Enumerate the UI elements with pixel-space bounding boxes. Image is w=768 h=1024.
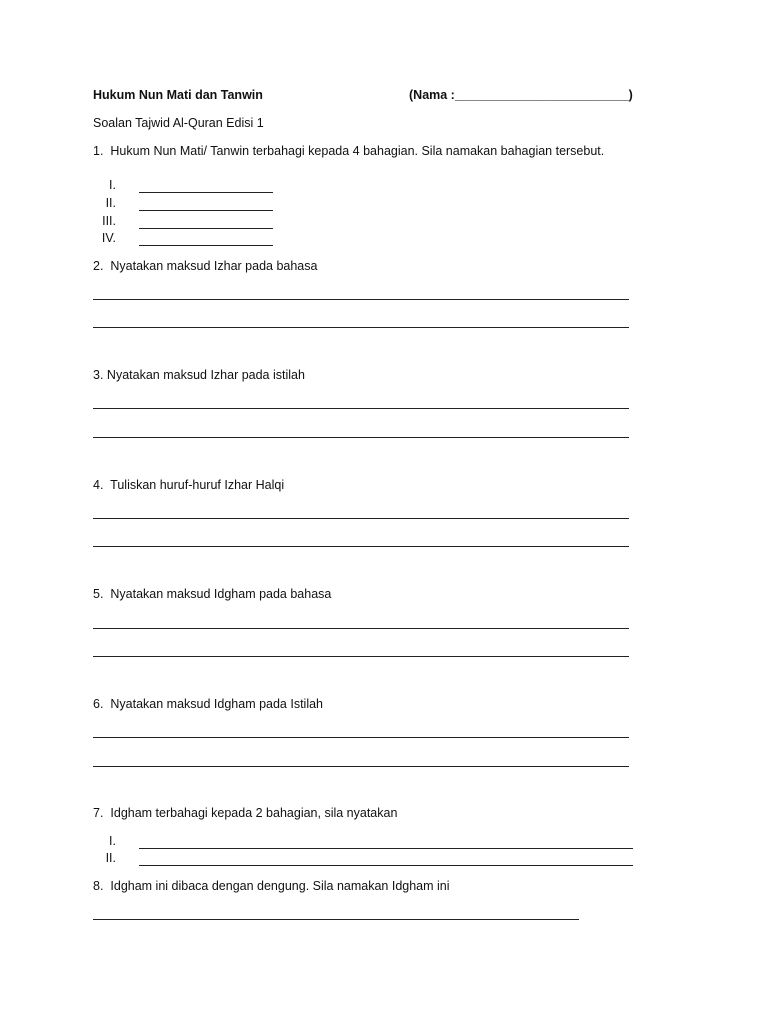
roman-numeral: III. [102, 214, 116, 228]
question-text: Nyatakan maksud Izhar pada bahasa [110, 259, 318, 273]
question-7 [93, 806, 397, 820]
question-number: 1. [93, 144, 104, 158]
answer-line[interactable] [93, 919, 579, 920]
answer-line[interactable] [93, 299, 629, 300]
question-text: Nyatakan maksud Izhar pada istilah [106, 368, 305, 382]
answer-line[interactable] [93, 628, 629, 629]
answer-blank[interactable] [139, 245, 273, 246]
question-5 [93, 587, 331, 601]
question-4 [93, 478, 284, 492]
question-text: Idgham terbahagi kepada 2 bahagian, sila nyatakan [110, 806, 398, 820]
question-2 [93, 259, 317, 273]
question-text: Nyatakan maksud Idgham pada bahasa [110, 587, 332, 601]
worksheet-subtitle: Soalan Tajwid Al-Quran Edisi 1 [93, 116, 264, 130]
answer-line[interactable] [139, 848, 633, 849]
question-number: 5. [93, 587, 104, 601]
question-8 [93, 879, 450, 893]
roman-numeral: I. [109, 834, 116, 848]
answer-blank[interactable] [139, 192, 273, 193]
question-number: 4. [93, 478, 104, 492]
answer-line[interactable] [93, 518, 629, 519]
question-text: Tuliskan huruf-huruf Izhar Halqi [110, 478, 285, 492]
answer-line[interactable] [139, 865, 633, 866]
question-3 [93, 368, 305, 382]
question-text: Nyatakan maksud Idgham pada Istilah [110, 697, 324, 711]
question-1 [93, 144, 604, 158]
question-text: Hukum Nun Mati/ Tanwin terbahagi kepada 4 bahagian. Sila namakan bahagian tersebut. [110, 144, 605, 158]
answer-line[interactable] [93, 327, 629, 328]
answer-line[interactable] [93, 766, 629, 767]
answer-blank[interactable] [139, 210, 273, 211]
answer-line[interactable] [93, 408, 629, 409]
answer-line[interactable] [93, 437, 629, 438]
question-text: Idgham ini dibaca dengan dengung. Sila namakan Idgham ini [110, 879, 450, 893]
question-number: 2. [93, 259, 104, 273]
answer-line[interactable] [93, 737, 629, 738]
question-number: 8. [93, 879, 104, 893]
answer-line[interactable] [93, 656, 629, 657]
answer-line[interactable] [93, 546, 629, 547]
roman-numeral: II. [105, 196, 116, 210]
question-number: 3. [93, 368, 104, 382]
worksheet-title: Hukum Nun Mati dan Tanwin [93, 88, 263, 102]
question-6 [93, 697, 323, 711]
question-number: 6. [93, 697, 104, 711]
name-field[interactable]: (Nama :_________________________) [409, 88, 633, 102]
question-number: 7. [93, 806, 104, 820]
roman-numeral: IV. [101, 231, 116, 245]
answer-blank[interactable] [139, 228, 273, 229]
roman-numeral: II. [105, 851, 116, 865]
roman-numeral: I. [109, 178, 116, 192]
